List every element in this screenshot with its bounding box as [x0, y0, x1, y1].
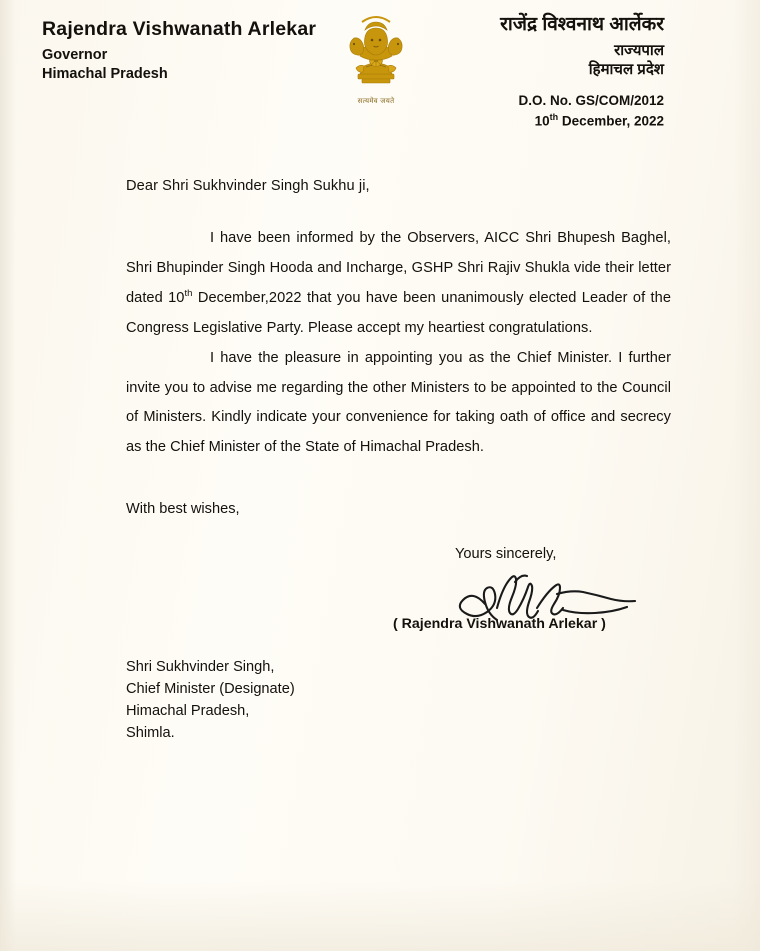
handwritten-signature-icon — [455, 564, 715, 626]
addressee-line-2: Chief Minister (Designate) — [126, 680, 295, 697]
governor-state-english: Himachal Pradesh — [42, 66, 168, 83]
signature-name: ( Rajendra Vishwanath Arlekar ) — [393, 616, 606, 632]
addressee-block — [126, 657, 295, 745]
paragraph-1-date-suffix: th — [184, 287, 193, 299]
addressee-line-4: Shimla. — [126, 724, 175, 741]
emblem-motto-text: सत्यमेव जयते — [357, 98, 395, 105]
closing-line: With best wishes, — [126, 501, 240, 518]
governor-role-hindi: राज्यपाल — [614, 41, 664, 59]
paragraph-2: I have the pleasure in appointing you as the Chief Minister. I further invite you to advise me regarding the other Ministers to be appointed to the Council of Ministers. Kindly indicate your convenience for taking oath of office and secrecy as the Chief Minister of the State of Himachal Pradesh. — [126, 349, 671, 456]
salutation: Dear Shri Sukhvinder Singh Sukhu ji, — [126, 178, 370, 194]
letter-body — [126, 178, 671, 517]
paragraph-1-part-2: December,2022 that you have been unanimously elected Leader of the Congress Legislative Party. Please accept my heartiest congratulations. — [126, 289, 671, 336]
governor-name-hindi: राजेंद्र विश्वनाथ आर्लेकर — [500, 14, 664, 35]
letter-date-rest: December, 2022 — [558, 113, 664, 129]
letter-date-day: 10 — [534, 113, 550, 129]
governor-role-english: Governor — [42, 47, 108, 64]
addressee-line-1: Shri Sukhvinder Singh, — [126, 659, 275, 675]
reference-number: D.O. No. GS/COM/2012 — [518, 93, 664, 109]
letterhead-hindi-block — [364, 14, 664, 131]
governor-state-hindi: हिमाचल प्रदेश — [588, 60, 664, 78]
signature-block — [393, 546, 715, 632]
letter-date-suffix: th — [549, 111, 559, 122]
paragraph-1 — [126, 224, 671, 344]
paper-edge-shadow-bottom — [0, 881, 760, 951]
governor-name-english: Rajendra Vishwanath Arlekar — [42, 18, 317, 40]
addressee-line-3: Himachal Pradesh, — [126, 702, 250, 719]
letterhead — [0, 0, 760, 145]
letter-date — [364, 111, 664, 131]
letterhead-english-block — [42, 18, 342, 84]
paragraph-1-part-1: I have been informed by the Observers, AICC Shri Bhupesh Baghel, Shri Bhupinder Singh Hooda and Incharge, GSHP Shri Rajiv Shukla vide their letter dated 10 — [126, 230, 671, 306]
valediction: Yours sincerely, — [455, 546, 557, 562]
